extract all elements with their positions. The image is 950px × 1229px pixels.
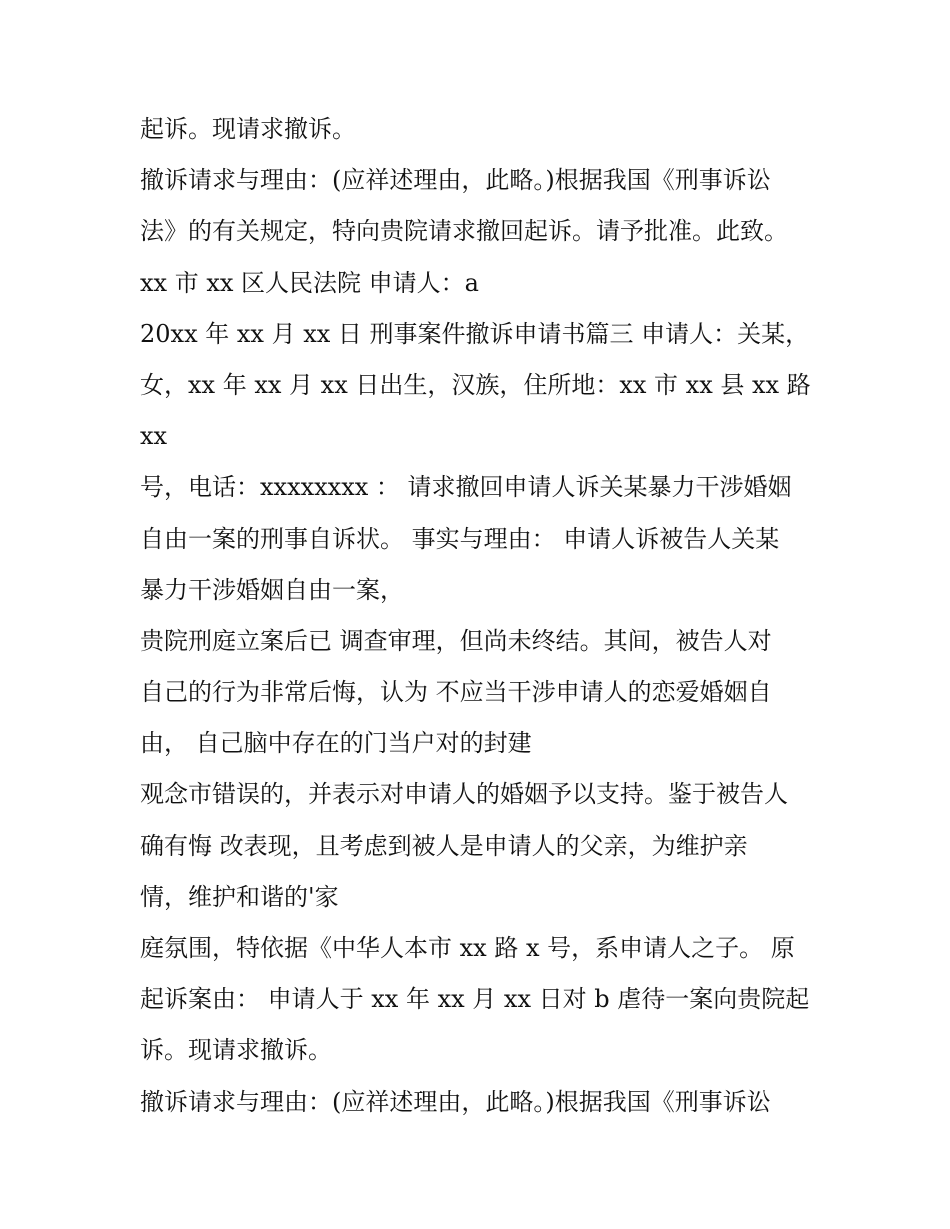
text-line: 庭氛围，特依据《中华人本市 xx 路 x 号，系申请人之子。 原 [140,934,795,962]
text-line: 情，维护和谐的'家 [140,882,339,911]
text-line: 女，xx 年 xx 月 xx 日出生，汉族，住所地：xx 市 xx 县 xx 路 [140,370,811,399]
document-body [140,104,840,1128]
text-line: 自己的行为非常后悔，认为 不应当干涉申请人的恋爱婚姻自 [140,678,772,707]
text-line: 20xx 年 xx 月 xx 日 刑事案件撤诉申请书篇三 申请人：关某， [140,319,810,348]
text-line: 观念市错误的，并表示对申请人的婚姻予以支持。鉴于被告人 [140,780,788,809]
text-line: 诉。现请求撤诉。 [140,1036,332,1065]
text-line: 撤诉请求与理由：(应祥述理由，此略。)根据我国《刑事诉讼 [140,1087,771,1116]
text-line: 由， 自己脑中存在的门当户对的封建 [140,729,532,758]
text-line: xx [140,422,168,451]
text-line: 撤诉请求与理由：(应祥述理由，此略。)根据我国《刑事诉讼 [140,166,771,195]
text-line: xx 市 xx 区人民法院 申请人：a [140,268,479,297]
text-line: 号，电话：xxxxxxxx ： 请求撤回申请人诉关某暴力干涉婚姻 [140,473,792,502]
text-line: 暴力干涉婚姻自由一案， [140,575,404,604]
text-line: 起诉案由： 申请人于 xx 年 xx 月 xx 日对 b 虐待一案向贵院起 [140,985,810,1014]
text-line: 法》的有关规定，特向贵院请求撤回起诉。请予批准。此致。 [140,217,788,246]
text-line: 起诉。现请求撤诉。 [140,115,356,143]
text-line: 自由一案的刑事自诉状。 事实与理由： 申请人诉被告人关某 [140,524,780,553]
text-line: 贵院刑庭立案后已 调查审理，但尚未终结。其间，被告人对 [140,626,772,655]
text-line: 确有悔 改表现，且考虑到被人是申请人的父亲，为维护亲 [140,831,748,860]
